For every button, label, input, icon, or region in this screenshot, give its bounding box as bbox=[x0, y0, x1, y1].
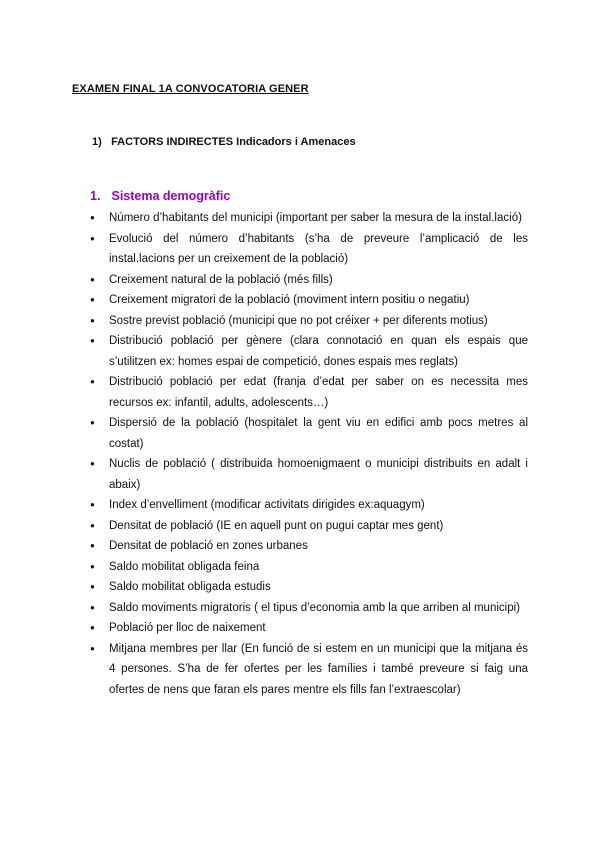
section-number: 1. bbox=[90, 189, 101, 203]
section-heading bbox=[90, 189, 230, 203]
list-item: ● Densitat de població (IE en aquell punt on pugui captar mes gent) bbox=[90, 516, 528, 537]
list-item: ● Evolució del número d’habitants (s’ha de preveure l’amplicació de les instal.lacions per un creixement de la població) bbox=[90, 229, 528, 270]
list-item: ● Saldo mobilitat obligada feina bbox=[90, 557, 528, 578]
list-item: ● Saldo moviments migratoris ( el tipus d’economia amb la que arriben al municipi) bbox=[90, 598, 528, 619]
list-item: ● Població per lloc de naixement bbox=[90, 618, 528, 639]
subheading bbox=[92, 136, 356, 148]
list-item: ● Creixement migratori de la població (moviment intern positiu o negatiu) bbox=[90, 290, 528, 311]
list-item: ● Densitat de població en zones urbanes bbox=[90, 536, 528, 557]
subheading-text: FACTORS INDIRECTES Indicadors i Amenaces bbox=[111, 136, 356, 148]
list-item: ● Nuclis de població ( distribuida homoenigmaent o municipi distribuits en adalt i abaix) bbox=[90, 454, 528, 495]
section-title: Sistema demogràfic bbox=[111, 189, 231, 203]
list-item: ● Distribució població per gènere (clara connotació en quan els espais que s’utilitzen ex: homes espai de competició, dones espais mes reglats) bbox=[90, 331, 528, 372]
list-item: ● Mitjana membres per llar (En funció de si estem en un municipi que la mitjana és 4 persones. S’ha de fer ofertes per les famílies i també preveure si faig una ofertes de nens que faran els pares mentre els fills fan l’extraescolar) bbox=[90, 639, 528, 701]
subheading-number: 1) bbox=[92, 136, 102, 148]
list-item: ● Sostre previst població (municipi que no pot créixer + per diferents motius) bbox=[90, 311, 528, 332]
document-title: EXAMEN FINAL 1A CONVOCATORIA GENER bbox=[72, 83, 309, 95]
list-item: ● Index d’envelliment (modificar activitats dirigides ex:aquagym) bbox=[90, 495, 528, 516]
list-item: ● Creixement natural de la població (més fills) bbox=[90, 270, 528, 291]
list-item: ● Saldo mobilitat obligada estudis bbox=[90, 577, 528, 598]
bullet-list bbox=[90, 208, 528, 700]
list-item: ● Número d’habitants del municipi (important per saber la mesura de la instal.lació) bbox=[90, 208, 528, 229]
list-item: ● Distribució població per edat (franja d’edat per saber on es necessita mes recursos ex: infantil, adults, adolescents…) bbox=[90, 372, 528, 413]
list-item: ● Dispersió de la població (hospitalet la gent viu en edifici amb pocs metres al costat) bbox=[90, 413, 528, 454]
